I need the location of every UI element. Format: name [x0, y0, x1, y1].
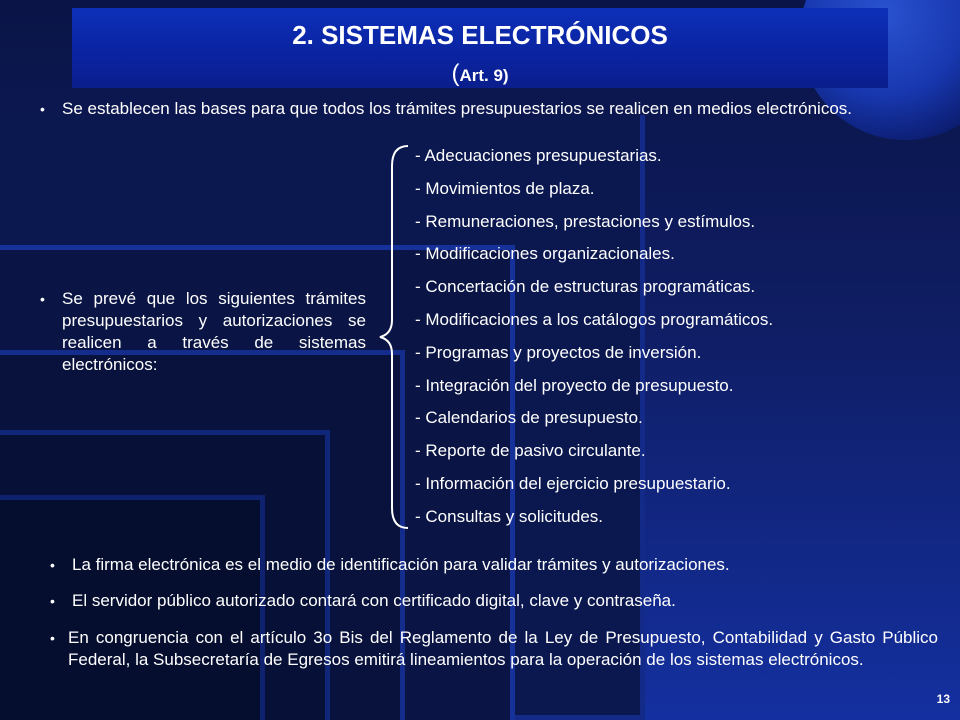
list-item: - Calendarios de presupuesto. — [415, 408, 643, 428]
subtitle-open-paren: ( — [451, 60, 460, 87]
bullet-text: El servidor público autorizado contará con certificado digital, clave y contraseña. — [72, 591, 676, 610]
list-item: - Programas y proyectos de inversión. — [415, 342, 702, 362]
list-item: - Movimientos de plaza. — [415, 178, 595, 198]
bullet-text: La firma electrónica es el medio de identificación para validar trámites y autorizaciones. — [72, 555, 730, 574]
bullet-dot: • — [50, 593, 55, 609]
bullet-dot: • — [40, 291, 45, 307]
list-item: - Modificaciones a los catálogos programáticos. — [415, 309, 774, 329]
slide-title: 2. SISTEMAS ELECTRÓNICOS — [292, 20, 668, 50]
bullet-dot: • — [50, 630, 55, 646]
list-item: - Consultas y solicitudes. — [415, 506, 604, 526]
bullet-item — [40, 288, 366, 376]
curly-brace — [376, 144, 412, 530]
bullet-dot: • — [40, 101, 45, 117]
bullet-dot: • — [50, 557, 55, 573]
subtitle-text: Art. 9) — [459, 66, 509, 85]
bullet-text: Se prevé que los siguientes trámites presupuestarios y autorizaciones se realicen a través de sistemas electrónicos: — [62, 289, 366, 374]
list-item: - Concertación de estructuras programáticas. — [415, 277, 756, 297]
list-item: - Información del ejercicio presupuestario. — [415, 473, 731, 493]
list-item: - Integración del proyecto de presupuesto. — [415, 375, 734, 395]
page-number: 13 — [936, 692, 950, 706]
bullet-text: Se establecen las bases para que todos los trámites presupuestarios se realicen en medios electrónicos. — [62, 99, 852, 118]
list-item: - Adecuaciones presupuestarias. — [415, 146, 662, 165]
bullet-item — [50, 627, 938, 671]
bullet-item — [50, 590, 930, 612]
list-item: - Modificaciones organizacionales. — [415, 244, 675, 264]
list-item: - Remuneraciones, prestaciones y estímulos. — [415, 211, 756, 231]
slide-subtitle — [72, 60, 888, 88]
list-item: - Reporte de pasivo circulante. — [415, 441, 646, 461]
bullet-item — [50, 554, 930, 576]
tramites-list — [415, 145, 935, 539]
bullet-item — [40, 98, 930, 120]
title-banner — [72, 8, 888, 88]
bullet-text: En congruencia con el artículo 3o Bis del Reglamento de la Ley de Presupuesto, Contabilidad y Gasto Público Federal, la Subsecretaría de Egresos emitirá lineamientos para la operación de los sistemas electrónicos. — [68, 628, 938, 669]
